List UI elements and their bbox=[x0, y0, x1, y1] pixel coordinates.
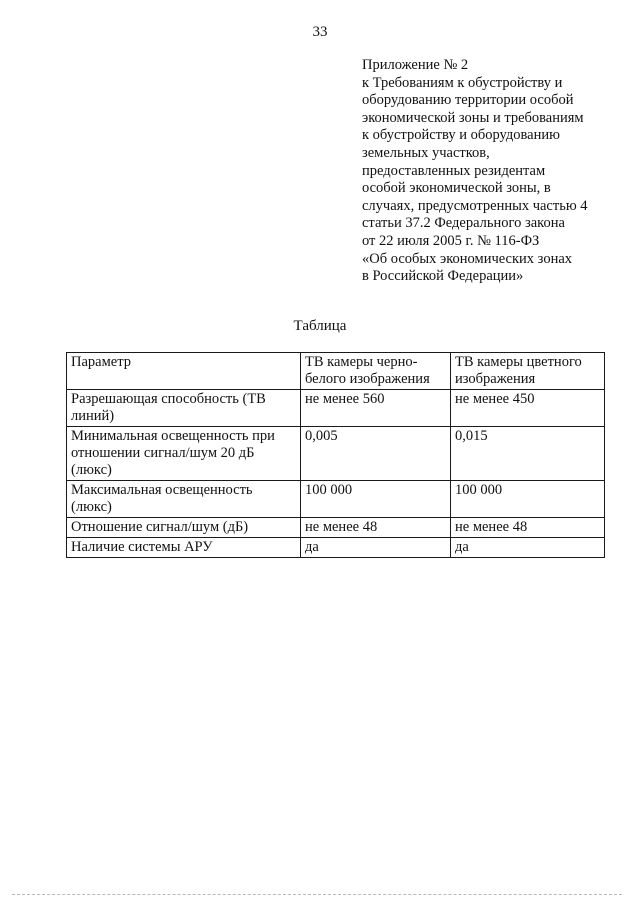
header-cell: ТВ камеры черно-белого изображения bbox=[301, 353, 451, 390]
spec-table bbox=[66, 352, 605, 558]
table-cell: 100 000 bbox=[451, 481, 605, 518]
appendix-line: экономической зоны и требованиям bbox=[362, 109, 584, 126]
appendix-heading bbox=[362, 57, 632, 286]
table-cell: не менее 560 bbox=[301, 390, 451, 427]
header-cell: ТВ камеры цветного изображения bbox=[451, 353, 605, 390]
table-cell: не менее 450 bbox=[451, 390, 605, 427]
appendix-line: к обустройству и оборудованию bbox=[362, 127, 560, 144]
table-header-row bbox=[67, 353, 605, 390]
appendix-line: оборудованию территории особой bbox=[362, 92, 574, 109]
appendix-line: в Российской Федерации» bbox=[362, 268, 524, 285]
page-number: 33 bbox=[312, 24, 328, 40]
table-cell: да bbox=[451, 538, 605, 558]
table-cell: да bbox=[301, 538, 451, 558]
appendix-line: земельных участков, bbox=[362, 144, 490, 161]
table-cell: 0,005 bbox=[301, 427, 451, 481]
appendix-line: случаях, предусмотренных частью 4 bbox=[362, 197, 588, 214]
appendix-line: «Об особых экономических зонах bbox=[362, 250, 573, 267]
table-row bbox=[67, 518, 605, 538]
table-row bbox=[67, 427, 605, 481]
table-cell: Максимальная освещенность (люкс) bbox=[67, 481, 301, 518]
header-cell: Параметр bbox=[67, 353, 301, 390]
table-row bbox=[67, 481, 605, 518]
table-cell: Разрешающая способность (ТВ линий) bbox=[67, 390, 301, 427]
table-caption: Таблица bbox=[293, 318, 347, 334]
appendix-line: к Требованиям к обустройству и bbox=[362, 74, 563, 91]
table-cell: 100 000 bbox=[301, 481, 451, 518]
appendix-line: Приложение № 2 bbox=[362, 57, 469, 73]
table-cell: не менее 48 bbox=[451, 518, 605, 538]
table-cell: Отношение сигнал/шум (дБ) bbox=[67, 518, 301, 538]
table-cell: Наличие системы АРУ bbox=[67, 538, 301, 558]
appendix-line: предоставленных резидентам bbox=[362, 162, 546, 179]
table-cell: Минимальная освещенность при отношении сигнал/шум 20 дБ (люкс) bbox=[67, 427, 301, 481]
scan-edge-line bbox=[12, 894, 622, 895]
table-cell: 0,015 bbox=[451, 427, 605, 481]
appendix-line: от 22 июля 2005 г. № 116-ФЗ bbox=[362, 232, 540, 249]
table-cell: не менее 48 bbox=[301, 518, 451, 538]
table-row bbox=[67, 538, 605, 558]
table-row bbox=[67, 390, 605, 427]
appendix-line: статьи 37.2 Федерального закона bbox=[362, 215, 565, 232]
appendix-line: особой экономической зоны, в bbox=[362, 180, 551, 197]
